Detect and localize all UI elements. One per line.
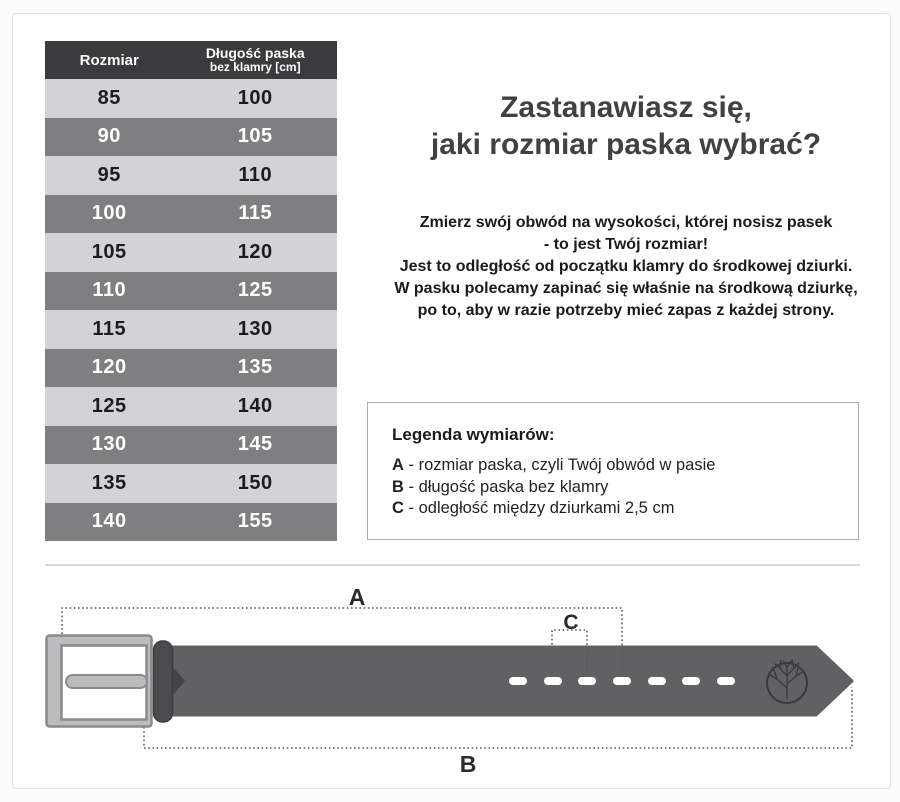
size-cell: 110 <box>92 279 127 302</box>
header-size-column: Rozmiar <box>79 51 139 69</box>
dimension-b-label: B <box>459 751 477 777</box>
page-title-line1: Zastanawiasz się, <box>500 91 752 124</box>
header-length-line1: Długość paska <box>205 44 305 61</box>
table-row <box>45 349 337 388</box>
table-row <box>45 464 337 503</box>
size-cell: 120 <box>91 356 127 379</box>
table-row <box>45 387 337 426</box>
belt-hole <box>544 677 562 685</box>
size-cell: 135 <box>91 471 127 494</box>
belt-hole <box>717 677 735 685</box>
length-cell: 105 <box>237 125 273 148</box>
size-cell: 90 <box>97 125 121 148</box>
belt-hole <box>648 677 666 685</box>
page-title <box>361 89 891 163</box>
buckle <box>47 636 152 727</box>
legend-item-text: - długość paska bez klamry <box>408 477 609 496</box>
table-header <box>45 41 337 79</box>
dimension-a-label: A <box>348 584 366 610</box>
belt-hole <box>682 677 700 685</box>
header-length-column <box>173 46 337 75</box>
belt-diagram <box>0 555 900 802</box>
length-cell: 125 <box>237 279 273 302</box>
legend-box <box>367 402 859 540</box>
belt-hole <box>578 677 596 685</box>
intro-text <box>361 212 891 322</box>
length-cell: 150 <box>237 471 273 494</box>
table-row <box>45 503 337 542</box>
length-cell: 140 <box>237 394 273 417</box>
legend-item-text: - odległość między dziurkami 2,5 cm <box>408 499 675 517</box>
length-cell: 155 <box>237 510 273 533</box>
length-cell: 115 <box>238 202 273 225</box>
table-row <box>45 310 337 349</box>
size-cell: 125 <box>91 394 127 417</box>
intro-line: Jest to odległość od początku klamry do środkowej dziurki. <box>399 258 853 275</box>
length-cell: 135 <box>237 356 273 379</box>
length-cell: 100 <box>237 86 273 109</box>
table-row <box>45 118 337 157</box>
size-cell: 100 <box>91 202 127 225</box>
legend-item-key: B <box>392 477 404 496</box>
length-cell: 110 <box>238 163 273 186</box>
belt-strap <box>162 647 852 715</box>
legend-item-key: A <box>392 456 404 474</box>
intro-line: po to, aby w razie potrzeby mieć zapas z każdej strony. <box>417 302 835 319</box>
size-cell: 115 <box>92 317 127 340</box>
intro-line: W pasku polecamy zapinać się właśnie na środkową dziurkę, <box>394 280 858 297</box>
size-cell: 130 <box>91 433 127 456</box>
legend-item-text: - rozmiar paska, czyli Twój obwód w pasie <box>408 456 716 474</box>
length-cell: 145 <box>237 433 273 456</box>
legend-item <box>392 477 715 499</box>
table-row <box>45 156 337 195</box>
legend-item-key: C <box>392 499 404 517</box>
length-cell: 120 <box>237 240 273 263</box>
table-row <box>45 79 337 118</box>
size-cell: 105 <box>91 240 127 263</box>
table-row <box>45 272 337 311</box>
legend-item <box>392 498 715 520</box>
legend-title: Legenda wymiarów: <box>392 425 555 444</box>
buckle-pin <box>66 675 147 688</box>
legend-item <box>392 455 715 477</box>
intro-line: Zmierz swój obwód na wysokości, której nosisz pasek <box>419 214 833 231</box>
table-row <box>45 233 337 272</box>
table-row <box>45 195 337 234</box>
table-row <box>45 426 337 465</box>
size-table <box>45 41 337 541</box>
belt-hole <box>509 677 527 685</box>
intro-line: - to jest Twój rozmiar! <box>543 236 709 253</box>
belt-hole <box>613 677 631 685</box>
legend-items <box>392 455 715 520</box>
size-cell: 140 <box>91 510 127 533</box>
header-length-line2: bez klamry [cm] <box>209 60 301 75</box>
size-cell: 95 <box>97 163 121 186</box>
dimension-c-label: C <box>563 611 579 634</box>
size-cell: 85 <box>97 86 121 109</box>
page-title-line2: jaki rozmiar paska wybrać? <box>430 128 822 161</box>
length-cell: 130 <box>237 317 273 340</box>
belt-keeper <box>154 641 173 722</box>
